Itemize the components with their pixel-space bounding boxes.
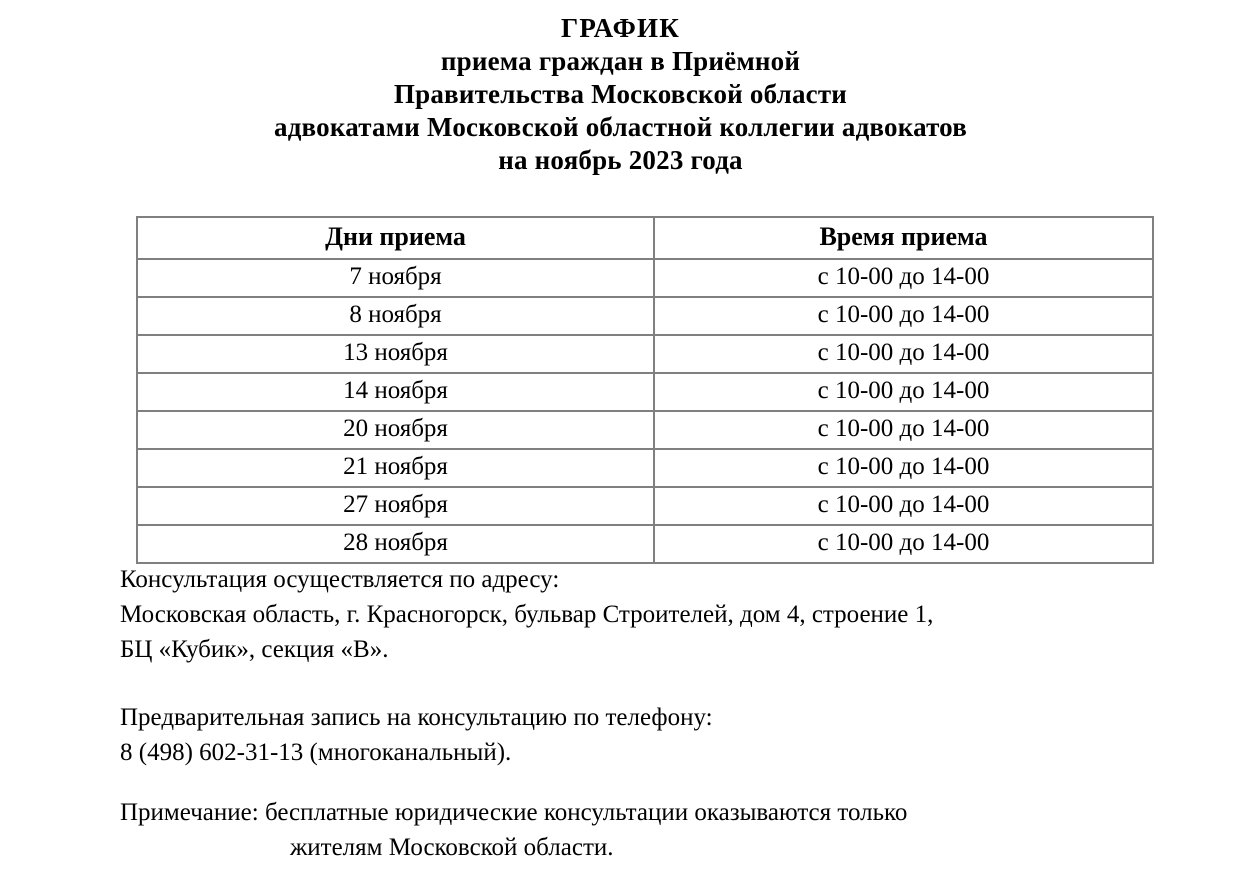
cell-time: с 10-00 до 14-00 (654, 335, 1153, 373)
table-row (137, 297, 1153, 335)
note-line-1: Примечание: бесплатные юридические консультации оказываются только (120, 799, 908, 826)
table-row (137, 449, 1153, 487)
table-body (137, 259, 1153, 563)
column-header-time: Время приема (654, 217, 1153, 259)
cell-day: 27 ноября (137, 487, 654, 525)
table-row (137, 373, 1153, 411)
cell-day: 13 ноября (137, 335, 654, 373)
note-paragraph (120, 795, 1180, 865)
reception-schedule-table (136, 216, 1154, 564)
title-line-2: приема граждан в Приёмной (440, 46, 801, 76)
phone-number-line: 8 (498) 602-31-13 (многоканальный). (120, 739, 512, 766)
table-header-row (137, 217, 1153, 259)
cell-time: с 10-00 до 14-00 (654, 259, 1153, 297)
cell-time: с 10-00 до 14-00 (654, 449, 1153, 487)
cell-day: 21 ноября (137, 449, 654, 487)
phone-paragraph (120, 700, 1180, 770)
document-title-block (0, 12, 1241, 177)
table-row (137, 525, 1153, 563)
address-intro-line: Консультация осуществляется по адресу: (120, 566, 560, 593)
address-building-line: БЦ «Кубик», секция «В». (120, 636, 389, 663)
note-line-2: жителям Московской области. (290, 834, 614, 861)
cell-time: с 10-00 до 14-00 (654, 525, 1153, 563)
table-row (137, 335, 1153, 373)
table-row (137, 259, 1153, 297)
address-paragraph (120, 562, 1180, 667)
cell-day: 8 ноября (137, 297, 654, 335)
table-row (137, 487, 1153, 525)
table-row (137, 411, 1153, 449)
address-street-line: Московская область, г. Красногорск, бульвар Строителей, дом 4, строение 1, (120, 601, 934, 628)
title-line-3: Правительства Московской области (393, 79, 848, 109)
phone-intro-line: Предварительная запись на консультацию по телефону: (120, 704, 713, 731)
cell-day: 20 ноября (137, 411, 654, 449)
cell-day: 28 ноября (137, 525, 654, 563)
cell-day: 7 ноября (137, 259, 654, 297)
title-line-5: на ноябрь 2023 года (498, 145, 743, 175)
cell-time: с 10-00 до 14-00 (654, 411, 1153, 449)
table-head (137, 217, 1153, 259)
cell-day: 14 ноября (137, 373, 654, 411)
column-header-days: Дни приема (137, 217, 654, 259)
cell-time: с 10-00 до 14-00 (654, 373, 1153, 411)
title-line-4: адвокатами Московской областной коллегии адвокатов (274, 112, 967, 142)
title-line-1: ГРАФИК (561, 13, 680, 43)
cell-time: с 10-00 до 14-00 (654, 487, 1153, 525)
cell-time: с 10-00 до 14-00 (654, 297, 1153, 335)
